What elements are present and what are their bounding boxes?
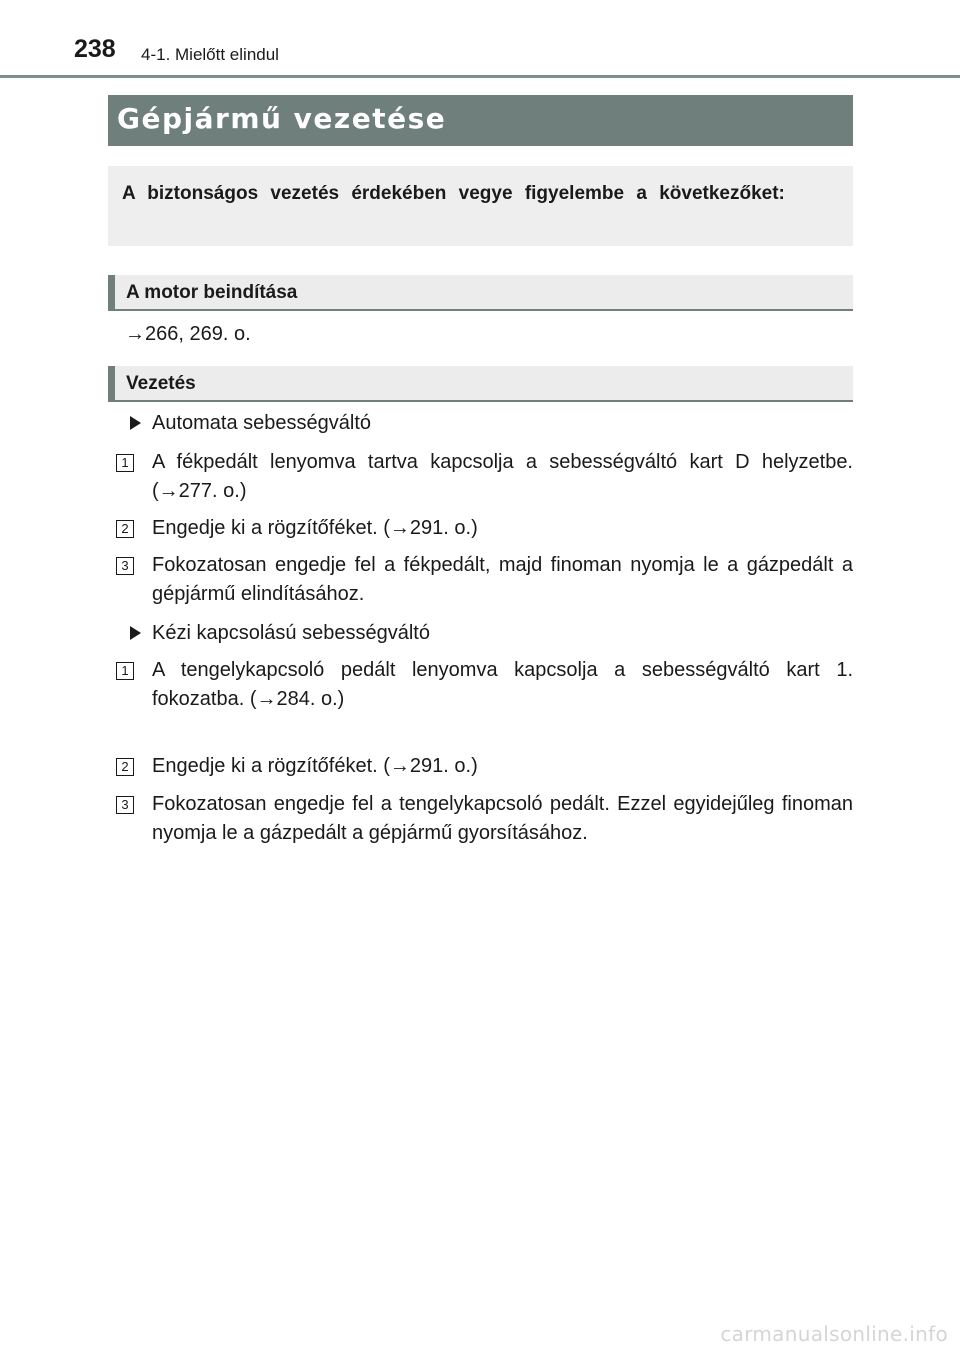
step-number-box: 1 bbox=[116, 454, 134, 472]
page-title: Gépjármű vezetése bbox=[117, 102, 447, 135]
motor-start-heading bbox=[108, 275, 853, 311]
intro-text: A biztonságos vezetés érdekében vegye figyelembe a következőket: bbox=[122, 183, 785, 204]
step-text: Engedje ki a rögzítőféket. (→291. o.) bbox=[152, 517, 478, 539]
step-text: A fékpedált lenyomva tartva kapcsolja a sebességváltó kart D helyzetbe. (→277. o.) bbox=[152, 451, 853, 502]
watermark: carmanualsonline.info bbox=[720, 1322, 948, 1346]
driving-heading bbox=[108, 366, 853, 402]
manual-step-1 bbox=[116, 656, 853, 714]
step-text: Fokozatosan engedje fel a fékpedált, majd finoman nyomja le a gázpedált a gépjármű elindításához. bbox=[152, 554, 853, 605]
step-text: Engedje ki a rögzítőféket. (→291. o.) bbox=[152, 755, 478, 777]
manual-step-3 bbox=[116, 790, 853, 848]
manual-transmission-item bbox=[130, 619, 430, 648]
automatic-step-1 bbox=[116, 448, 853, 506]
step-number-box: 2 bbox=[116, 520, 134, 538]
driving-heading-label: Vezetés bbox=[126, 373, 196, 394]
intro-box bbox=[108, 166, 853, 246]
step-text: A tengelykapcsoló pedált lenyomva kapcsolja a sebességváltó kart 1. fokozatba. (→284. o.) bbox=[152, 659, 853, 710]
motor-start-reference: →266, 269. o. bbox=[125, 323, 251, 345]
triangle-bullet-icon bbox=[130, 626, 141, 640]
step-number-box: 3 bbox=[116, 796, 134, 814]
automatic-transmission-label: Automata sebességváltó bbox=[152, 412, 372, 434]
manual-step-2 bbox=[116, 752, 853, 781]
manual-transmission-label: Kézi kapcsolású sebességváltó bbox=[152, 622, 430, 644]
page-title-bar bbox=[108, 95, 853, 146]
step-number-box: 3 bbox=[116, 557, 134, 575]
automatic-step-3 bbox=[116, 551, 853, 609]
automatic-step-2 bbox=[116, 514, 853, 543]
step-number-box: 1 bbox=[116, 662, 134, 680]
section-header: 4-1. Mielőtt elindul bbox=[141, 45, 279, 64]
step-text: Fokozatosan engedje fel a tengelykapcsoló pedált. Ezzel egyidejűleg finoman nyomja le a gázpedált a gépjármű gyorsításához. bbox=[152, 793, 853, 844]
header-divider bbox=[0, 75, 960, 78]
motor-start-heading-label: A motor beindítása bbox=[126, 282, 298, 303]
step-number-box: 2 bbox=[116, 758, 134, 776]
page-number: 238 bbox=[74, 35, 116, 63]
automatic-transmission-item bbox=[130, 409, 371, 438]
triangle-bullet-icon bbox=[130, 416, 141, 430]
